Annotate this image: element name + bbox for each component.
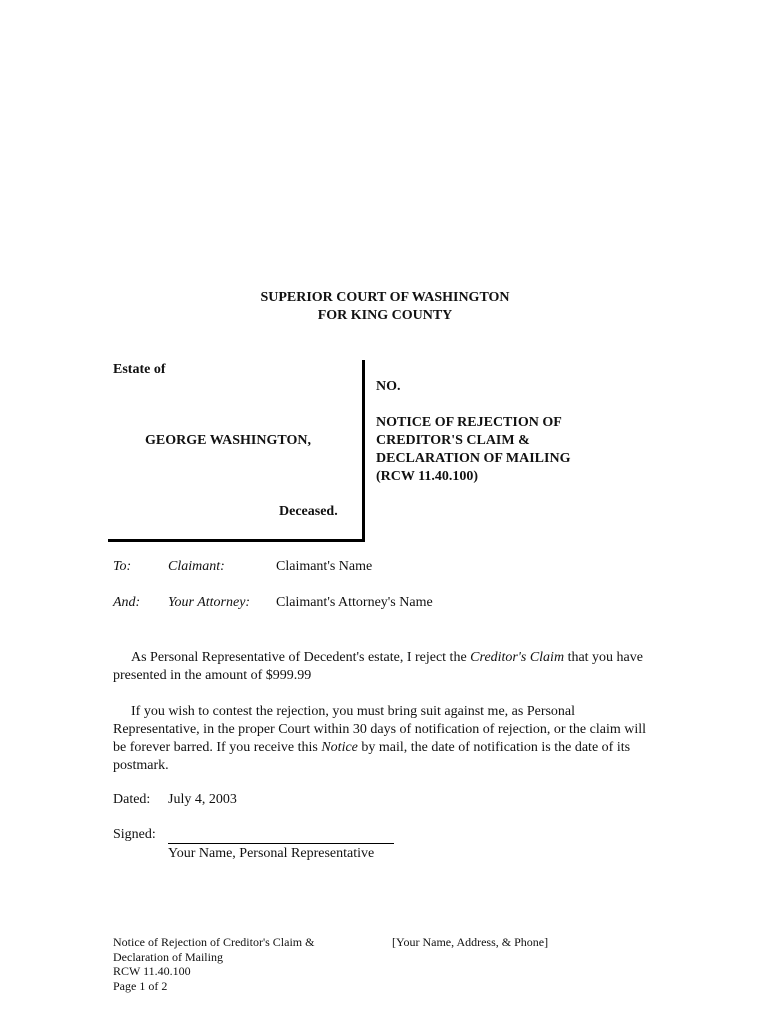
estate-of-label: Estate of	[113, 362, 166, 377]
document-title-line: NOTICE OF REJECTION OF	[376, 415, 562, 430]
page-number: Page 1 of 2	[113, 978, 168, 993]
case-number-label: NO.	[376, 379, 401, 394]
rejection-paragraph	[113, 649, 658, 685]
document-title-line: CREDITOR'S CLAIM &	[376, 433, 530, 448]
claimant-name: Claimant's Name	[276, 559, 373, 574]
footer-contact-placeholder: [Your Name, Address, & Phone]	[392, 935, 549, 949]
attorney-label: Your Attorney:	[168, 595, 251, 610]
deceased-label: Deceased.	[279, 504, 338, 519]
claimant-label: Claimant:	[168, 559, 225, 574]
and-label: And:	[113, 595, 141, 610]
to-label: To:	[113, 559, 132, 574]
dated-label: Dated:	[113, 792, 151, 807]
document-title	[376, 414, 570, 486]
signer-name: Your Name, Personal Representative	[168, 846, 375, 861]
footer-document-info	[113, 935, 314, 993]
notice-term: Notice	[321, 740, 358, 755]
footer-line: Notice of Rejection of Creditor's Claim &	[113, 935, 315, 949]
footer-line: Declaration of Mailing	[113, 949, 223, 964]
creditors-claim-term: Creditor's Claim	[470, 650, 565, 665]
dated-value: July 4, 2003	[168, 792, 237, 807]
court-name: SUPERIOR COURT OF WASHINGTON	[260, 290, 510, 305]
contest-paragraph	[113, 703, 658, 775]
court-county: FOR KING COUNTY	[317, 308, 453, 323]
decedent-name: GEORGE WASHINGTON,	[145, 433, 311, 448]
footer-line: RCW 11.40.100	[113, 964, 191, 978]
contest-text-end: by mail, the date of notification is the date of its postmark.	[113, 740, 631, 773]
rejection-text-end: that you have presented in the amount of $999.99	[113, 650, 643, 683]
document-title-line: (RCW 11.40.100)	[376, 469, 479, 484]
attorney-name: Claimant's Attorney's Name	[276, 595, 433, 610]
signed-label: Signed:	[113, 827, 156, 842]
dated-row	[113, 792, 237, 808]
rejection-text-start: As Personal Representative of Decedent's estate, I reject the	[131, 650, 471, 665]
document-title-line: DECLARATION OF MAILING	[376, 451, 571, 466]
signature-line	[168, 843, 394, 844]
contest-text-start: If you wish to contest the rejection, you must bring suit against me, as Personal Representative, in the proper Court within 30 days of notification of rejection, or the claim will be forever barred. If you receive this	[113, 704, 647, 755]
